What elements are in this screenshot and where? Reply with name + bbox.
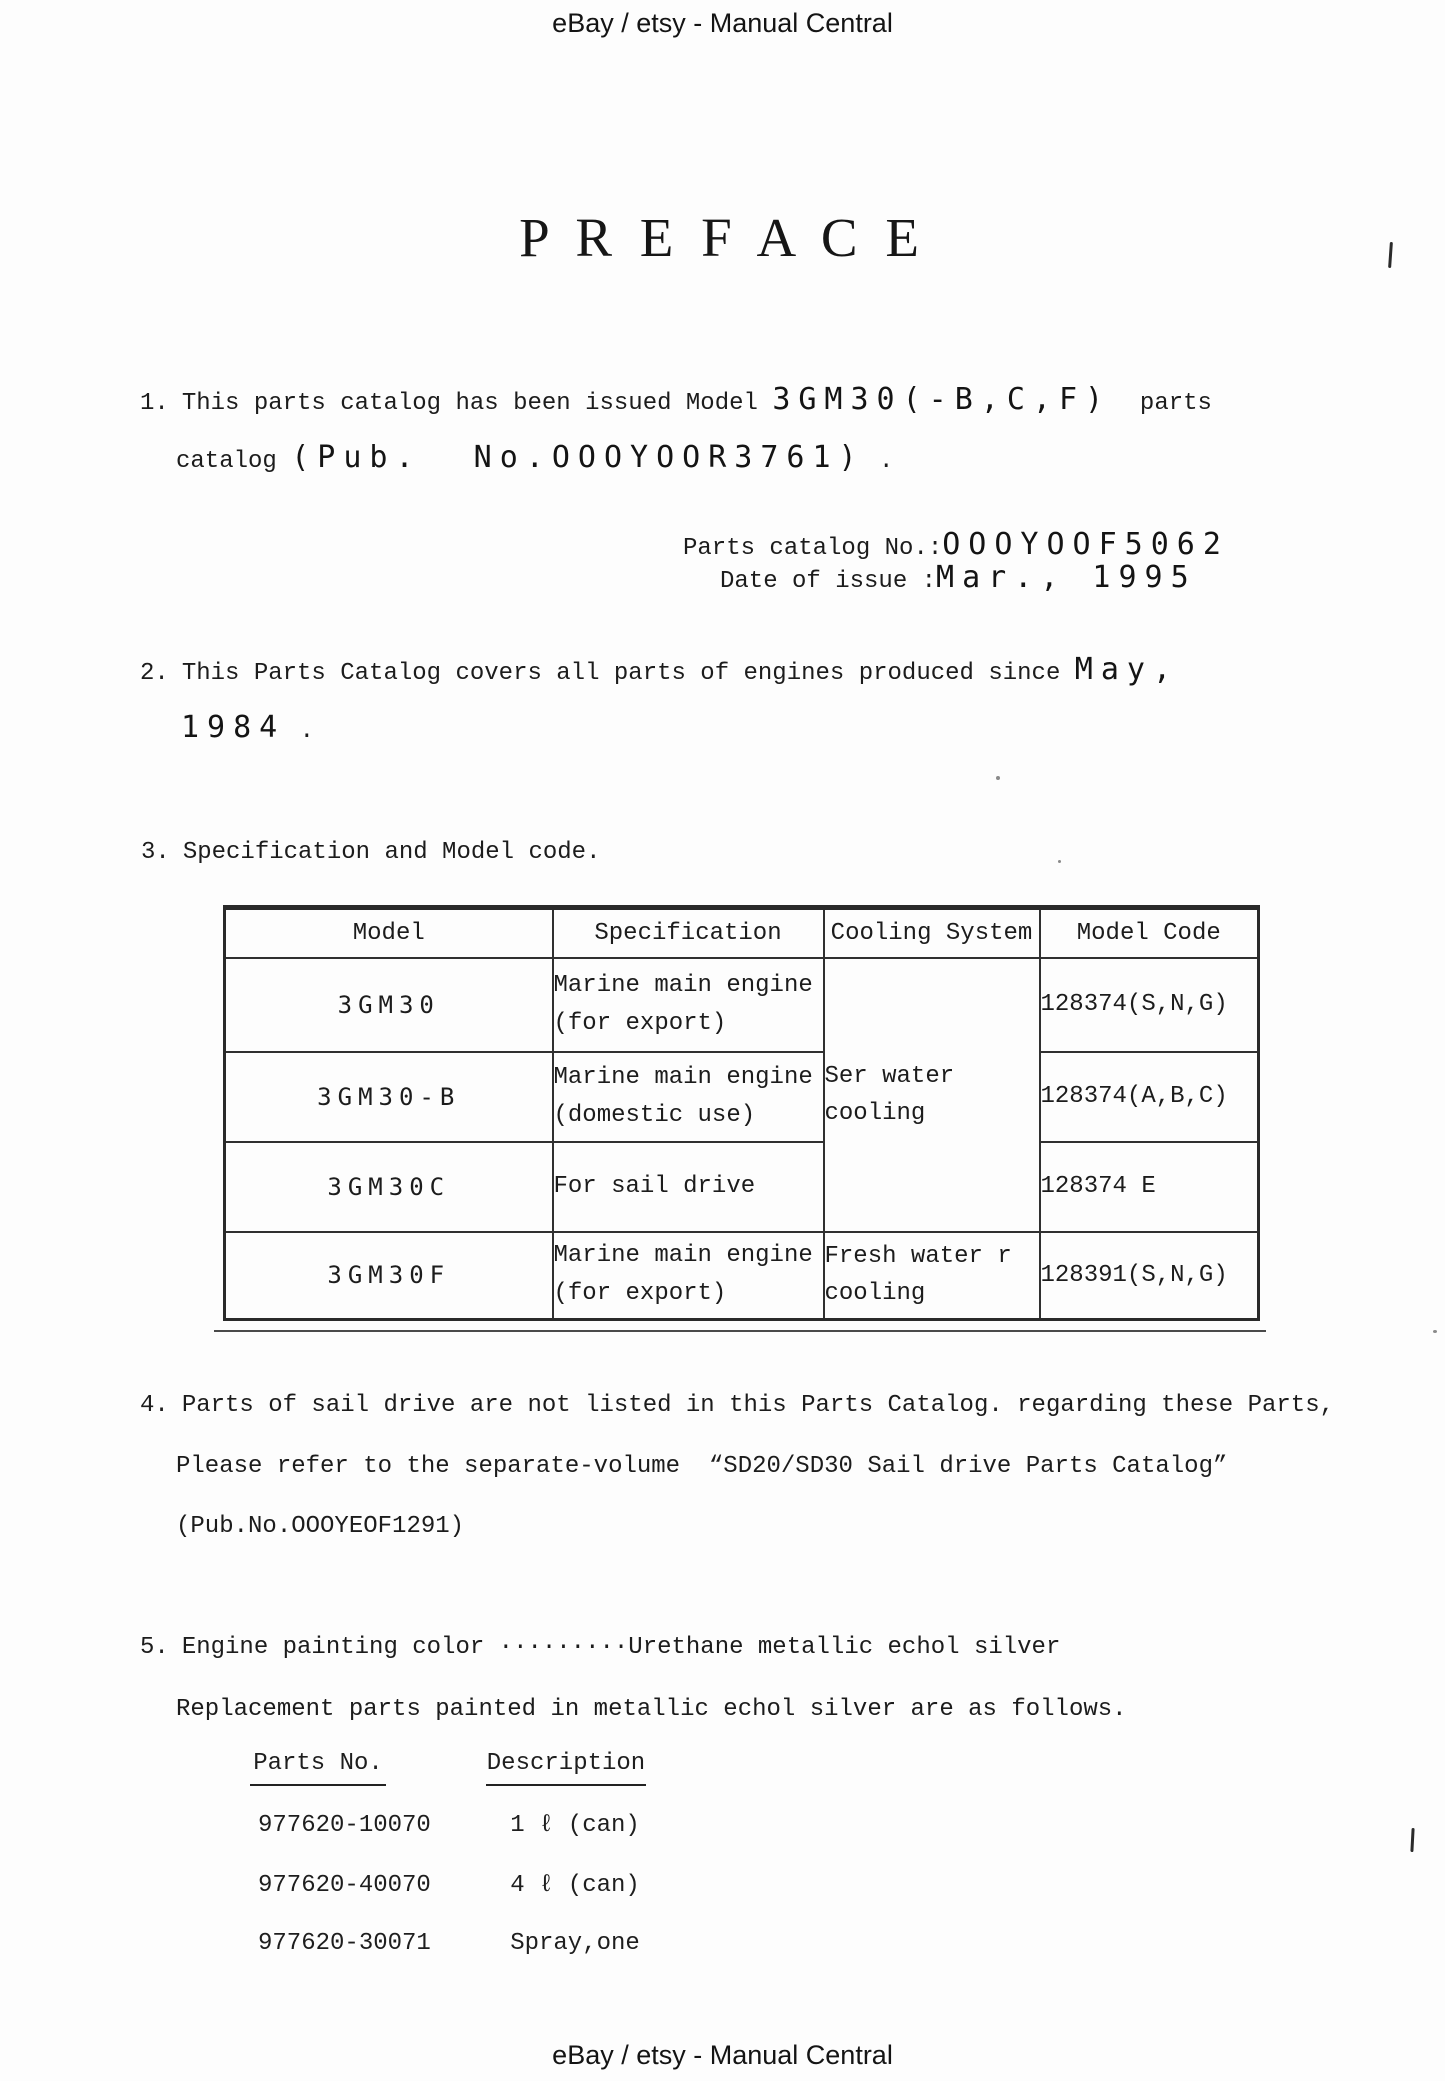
- specification-table: [223, 905, 1260, 1321]
- column-header-model: Model: [225, 908, 553, 958]
- item4-line3: (Pub.No.OOOYEOF1291): [176, 1513, 465, 1540]
- item2-line2: [181, 710, 314, 749]
- production-year: 1984: [181, 710, 286, 745]
- model-code: 128374(S,N,G): [1040, 958, 1259, 1052]
- model-code: 128391(S,N,G): [1040, 1232, 1259, 1320]
- part-number: 977620-10070: [258, 1812, 431, 1839]
- production-month: May,: [1074, 652, 1180, 687]
- table-row: [225, 958, 1259, 1052]
- item4-line2: Please refer to the separate-volume “SD20/SD30 Sail drive Parts Catalog”: [176, 1453, 1228, 1480]
- cooling-system-cell-merged: [824, 958, 1040, 1232]
- table-row: [225, 1142, 1259, 1232]
- part-description: Spray,one: [510, 1930, 640, 1957]
- item4-number: 4.: [140, 1392, 169, 1419]
- part-description: 1 ℓ (can): [510, 1812, 640, 1839]
- item1-line1: [140, 382, 1212, 421]
- specification-cell: [553, 958, 824, 1052]
- cooling-line: cooling: [824, 1280, 926, 1308]
- item5-line2: Replacement parts painted in metallic echol silver are as follows.: [176, 1696, 1127, 1723]
- date-of-issue-label: Date of issue :: [720, 568, 937, 595]
- scan-artifact-speck: [1058, 860, 1061, 863]
- parts-no-column-header: Parts No.: [250, 1749, 386, 1786]
- spec-line: (for export): [553, 1280, 727, 1308]
- item2-number: 2.: [140, 660, 169, 687]
- scan-artifact-tick: [1410, 1828, 1414, 1852]
- column-header-cooling-system: Cooling System: [824, 908, 1040, 958]
- item1-line2-tail: .: [864, 448, 894, 475]
- parts-catalog-no-label: Parts catalog No.:: [683, 535, 943, 562]
- spec-line: Marine main engine: [553, 1242, 813, 1270]
- item2-line2-tail: .: [285, 718, 315, 745]
- scan-artifact-speck: [996, 776, 1000, 780]
- item1-line1-text: This parts catalog has been issued Model: [181, 390, 773, 417]
- part-number: 977620-30071: [258, 1930, 431, 1957]
- description-column-header: Description: [486, 1749, 646, 1786]
- item3-heading: [141, 836, 600, 870]
- cooling-system-cell: [824, 1232, 1040, 1320]
- spec-line: For sail drive: [553, 1172, 756, 1200]
- table-row: [225, 1232, 1259, 1320]
- item5-line1: [140, 1631, 1060, 1665]
- model-name: 3GM30-B: [225, 1052, 553, 1142]
- column-header-model-code: Model Code: [1040, 908, 1259, 958]
- item1-line2: [176, 440, 893, 479]
- item1-line2-text: catalog: [176, 448, 292, 475]
- model-code: 128374 E: [1040, 1142, 1259, 1232]
- scan-artifact-speck: [1433, 1330, 1437, 1333]
- date-of-issue-value: Mar., 1995: [936, 560, 1197, 595]
- item5-line1-text: Engine painting color ·········Urethane metallic echol silver: [181, 1634, 1061, 1661]
- specification-cell: [553, 1232, 824, 1320]
- table-row: [225, 1052, 1259, 1142]
- item4-line1: [140, 1389, 1334, 1423]
- specification-cell: [553, 1142, 824, 1232]
- cooling-line: Fresh water r: [824, 1243, 1012, 1271]
- item1-line1-tail: parts: [1111, 390, 1212, 417]
- specification-cell: [553, 1052, 824, 1142]
- watermark-footer: eBay / etsy - Manual Central: [552, 2040, 893, 2070]
- parts-catalog-no-value: OOOYOOF5062: [942, 527, 1229, 562]
- model-designation: 3GM30(-B,C,F): [772, 382, 1112, 417]
- item4-line1-text: Parts of sail drive are not listed in this Parts Catalog. regarding these Parts,: [181, 1392, 1334, 1419]
- column-header-specification: Specification: [553, 908, 824, 958]
- cooling-line: cooling: [824, 1099, 926, 1127]
- model-name: 3GM30F: [225, 1232, 553, 1320]
- item5-number: 5.: [140, 1634, 169, 1661]
- page-title: P R E F A C E: [519, 207, 926, 268]
- spec-line: (domestic use): [553, 1101, 756, 1129]
- model-name: 3GM30: [225, 958, 553, 1052]
- spec-line: Marine main engine: [553, 971, 813, 999]
- cooling-line: Ser water: [824, 1062, 955, 1090]
- part-number: 977620-40070: [258, 1872, 431, 1899]
- item2-line1-text: This Parts Catalog covers all parts of engines produced since: [181, 660, 1075, 687]
- item3-number: 3.: [141, 839, 170, 866]
- table-bottom-scan-line: [214, 1330, 1266, 1332]
- model-code: 128374(A,B,C): [1040, 1052, 1259, 1142]
- model-name: 3GM30C: [225, 1142, 553, 1232]
- spec-line: Marine main engine: [553, 1063, 813, 1091]
- table-header-row: [225, 908, 1259, 958]
- item3-heading-text: Specification and Model code.: [182, 839, 601, 866]
- publication-number: (Pub. No.OOOYOOR3761): [291, 440, 865, 475]
- item1-number: 1.: [140, 390, 169, 417]
- spec-line: (for export): [553, 1009, 727, 1037]
- part-description: 4 ℓ (can): [510, 1872, 640, 1899]
- date-of-issue-line: [720, 560, 1197, 599]
- item2-line1: [140, 652, 1179, 691]
- watermark-header: eBay / etsy - Manual Central: [552, 8, 893, 38]
